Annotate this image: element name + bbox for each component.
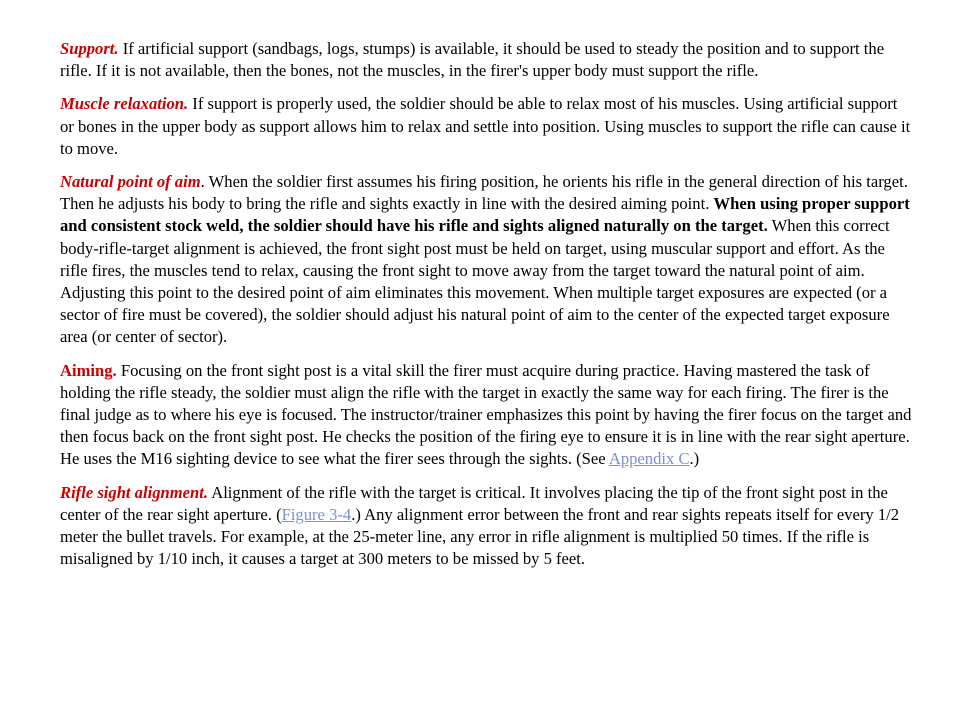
aiming-text-end: .) <box>689 449 700 469</box>
appendix-c-link[interactable]: Appendix C <box>608 449 690 469</box>
figure-3-4-link[interactable]: Figure 3-4 <box>281 504 352 524</box>
paragraph-muscle-relaxation <box>60 93 912 160</box>
muscle-relaxation-text: If support is properly used, the soldier should be able to relax most of his muscles. Using artificial support or bones in the upper body as support allows him to relax and settle into position. Using muscles to support the rifle can cause it to move. <box>60 94 911 158</box>
support-text: If artificial support (sandbags, logs, stumps) is available, it should be used to steady the position and to support the rifle. If it is not available, then the bones, not the muscles, in the firer's upper body must support the rifle. <box>60 39 885 81</box>
natural-point-of-aim-text-2: When this correct body-rifle-target alignment is achieved, the front sight post must be held on target, using muscular support and effort. As the rifle fires, the muscles tend to relax, causing the front sight to move away from the target toward the natural point of aim. Adjusting this point to the desired point of aim eliminates this movement. When multiple target exposures are expected (or a sector of fire must be covered), the soldier should adjust his natural point of aim to the center of the expected target exposure area (or center of sector). <box>60 216 890 347</box>
muscle-relaxation-heading: Muscle relaxation. <box>60 94 189 114</box>
rifle-sight-alignment-heading: Rifle sight alignment. <box>60 482 208 502</box>
document-body <box>60 38 912 581</box>
paragraph-natural-point-of-aim <box>60 171 912 349</box>
rifle-sight-alignment-text-1: Alignment of the rifle with the target is critical. It involves placing the tip of the front sight post in the center of the rear sight aperture. ( <box>60 482 888 524</box>
aiming-text: Focusing on the front sight post is a vital skill the firer must acquire during practice. Having mastered the task of holding the rifle steady, the soldier must align the rifle with the target in exactly the same way for each firing. The firer is the final judge as to where his eye is focused. The instructor/trainer emphasizes this point by having the firer focus on the target and then focus back on the front sight post. He checks the position of the firing eye to ensure it is in line with the rear sight aperture. He uses the M16 sighting device to see what the firer sees through the sights. (See <box>60 360 912 469</box>
paragraph-aiming <box>60 360 912 471</box>
natural-point-of-aim-text-1: . When the soldier first assumes his firing position, he orients his rifle in the general direction of his target. Then he adjusts his body to bring the rifle and sights exactly in line with the desired aiming point. <box>60 172 908 214</box>
rifle-sight-alignment-text-2: .) Any alignment error between the front and rear sights repeats itself for every 1/2 meter the bullet travels. For example, at the 25-meter line, any error in rifle alignment is multiplied 50 times. If the rifle is misaligned by 1/10 inch, it causes a target at 300 meters to be missed by 5 feet. <box>60 504 900 569</box>
natural-point-of-aim-heading: Natural point of aim <box>60 172 201 192</box>
paragraph-rifle-sight-alignment <box>60 482 912 571</box>
aiming-heading: Aiming. <box>60 360 117 380</box>
support-heading: Support. <box>60 39 119 58</box>
natural-point-of-aim-emphasis: When using proper support and consistent stock weld, the soldier should have his rifle and sights aligned naturally on the target. <box>60 194 910 236</box>
paragraph-support <box>60 38 912 82</box>
